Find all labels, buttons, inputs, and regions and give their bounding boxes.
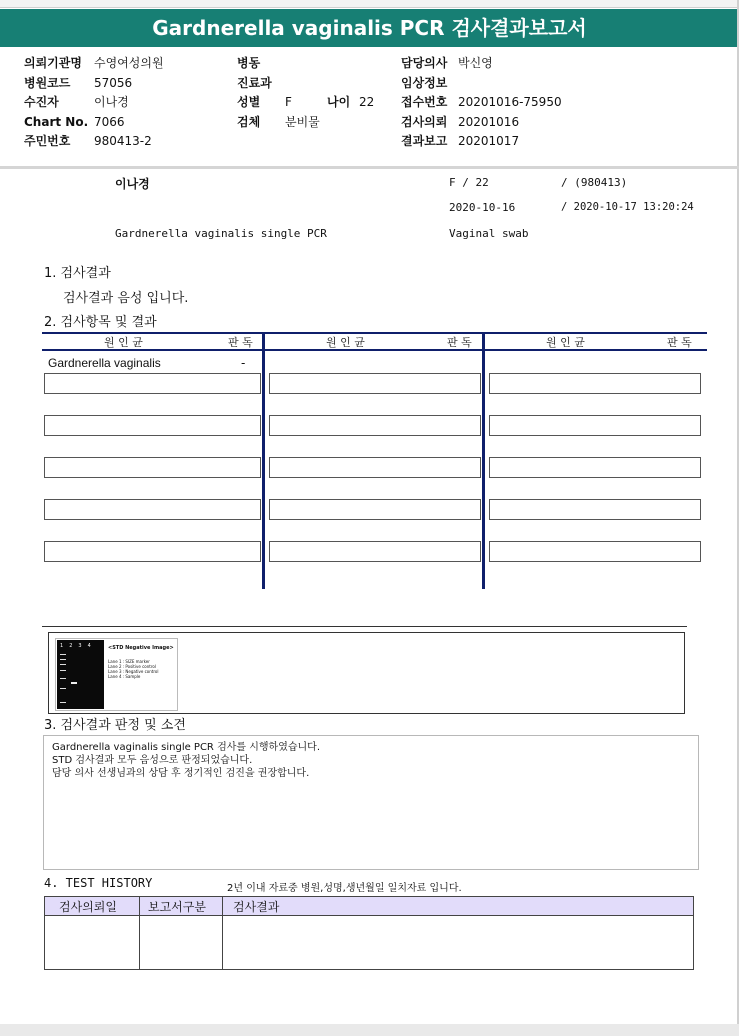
label-accession-no: 접수번호 [401, 95, 448, 109]
label-doctor: 담당의사 [401, 56, 448, 70]
summary-name: 이나경 [115, 177, 150, 191]
summary-request-date: 2020-10-16 [449, 201, 516, 214]
col-header-pathogen-3: 원 인 균 [546, 336, 585, 349]
gel-band [60, 670, 66, 671]
gel-lane-numbers [60, 643, 97, 649]
label-department: 진료과 [237, 75, 272, 90]
value-patient: 이나경 [94, 95, 129, 109]
label-report-date: 결과보고 [401, 134, 448, 148]
opinion-line: 담당 의사 선생님과의 상담 후 정기적인 검진을 권장합니다. [52, 768, 310, 779]
gel-legend-line: Lane 2 : Positive control [108, 664, 156, 669]
label-institution: 의뢰기관명 [24, 56, 82, 70]
value-hospital-code: 57056 [94, 75, 133, 90]
gel-lane-1: 1 [60, 643, 70, 649]
history-col-request-date: 검사의뢰일 [45, 897, 140, 916]
gel-legend-title: <STD Negative Image> [108, 645, 174, 651]
label-sex: 성별 [237, 95, 261, 109]
empty-result-cell [44, 373, 261, 394]
empty-result-cell [44, 457, 261, 478]
empty-result-cell [269, 373, 481, 394]
value-report-date: 20201017 [458, 134, 520, 148]
value-specimen: 분비물 [285, 114, 320, 129]
empty-result-cell [269, 457, 481, 478]
empty-result-cell [489, 457, 701, 478]
history-cell [223, 916, 694, 970]
history-cell [45, 916, 140, 970]
empty-result-cell [44, 541, 261, 562]
footer-strip [0, 1024, 739, 1036]
window-top-strip [0, 0, 739, 8]
section1-heading: 1. 검사결과 [44, 266, 111, 281]
empty-result-cell [489, 415, 701, 436]
empty-result-cell [44, 415, 261, 436]
empty-result-cell [44, 499, 261, 520]
summary-birth: / (980413) [561, 176, 628, 189]
gel-legend [108, 659, 158, 679]
history-col-report-type: 보고서구분 [140, 897, 223, 916]
value-request-date: 20201016 [458, 114, 520, 129]
empty-result-cell [269, 499, 481, 520]
history-cell [140, 916, 223, 970]
test-history-table [44, 896, 694, 970]
section4-note: 2년 이내 자료중 병원,성명,생년월일 일치자료 입니다. [227, 883, 462, 894]
value-sex: F [285, 95, 292, 109]
results-table-divider-2 [482, 334, 485, 589]
label-hospital-code: 병원코드 [24, 75, 71, 90]
gel-band [60, 664, 66, 665]
gel-panel-top-rule [42, 626, 687, 627]
summary-sex-age: F / 22 [449, 176, 489, 189]
col-header-pathogen-2: 원 인 균 [326, 336, 365, 349]
pathogen-name: Gardnerella vaginalis [48, 356, 161, 370]
gel-legend-line: Lane 3 : Negative control [108, 669, 159, 674]
empty-result-cell [489, 499, 701, 520]
gel-lane-4: 4 [87, 643, 97, 649]
header-divider [0, 166, 739, 169]
col-header-result-1: 판 독 [228, 336, 253, 349]
gel-legend-line: Lane 4 : Sample [108, 674, 141, 679]
summary-report-datetime: / 2020-10-17 13:20:24 [561, 201, 694, 213]
gel-image [57, 640, 104, 709]
col-header-result-2: 판 독 [447, 336, 472, 349]
opinion-box [43, 735, 699, 870]
gel-legend-line: Lane 1 : SIZE marker [108, 659, 150, 664]
gel-band [60, 654, 66, 655]
history-col-result: 검사결과 [223, 897, 694, 916]
label-chart-no: Chart No. [24, 114, 89, 129]
value-age: 22 [359, 95, 375, 109]
empty-result-cell [269, 415, 481, 436]
label-age: 나이 [327, 95, 351, 109]
label-resident-no: 주민번호 [24, 134, 71, 148]
gel-band [60, 702, 66, 703]
header-col-1 [24, 56, 164, 154]
empty-result-cell [489, 541, 701, 562]
value-accession-no: 20201016-75950 [458, 95, 562, 109]
value-resident-no: 980413-2 [94, 134, 152, 148]
value-chart-no: 7066 [94, 114, 125, 129]
header-col-2 [237, 56, 374, 134]
gel-band [60, 688, 66, 689]
report-title: Gardnerella vaginalis PCR 검사결과보고서 [0, 9, 739, 47]
gel-lane-3: 3 [78, 643, 88, 649]
opinion-line: Gardnerella vaginalis single PCR 검사를 시행하였습니다. [52, 742, 321, 753]
label-patient: 수진자 [24, 95, 59, 109]
results-table-divider-1 [262, 334, 265, 589]
gel-band-positive [71, 682, 77, 684]
pathogen-result: - [241, 356, 246, 370]
empty-result-cell [489, 373, 701, 394]
label-clinical-info: 임상정보 [401, 75, 448, 90]
gel-lane-2: 2 [69, 643, 79, 649]
section1-result-text: 검사결과 음성 입니다. [63, 291, 189, 306]
opinion-line: STD 검사결과 모두 음성으로 판정되었습니다. [52, 755, 253, 766]
value-institution: 수영여성의원 [94, 56, 164, 70]
col-header-pathogen-1: 원 인 균 [104, 336, 143, 349]
summary-test-name: Gardnerella vaginalis single PCR [115, 227, 327, 240]
summary-specimen: Vaginal swab [449, 227, 529, 240]
gel-band [60, 659, 66, 660]
section3-heading: 3. 검사결과 판정 및 소견 [44, 718, 186, 733]
gel-image-thumbnail [55, 638, 178, 711]
value-doctor: 박신영 [458, 56, 493, 70]
section2-heading: 2. 검사항목 및 결과 [44, 315, 157, 330]
col-header-result-3: 판 독 [667, 336, 692, 349]
label-specimen: 검체 [237, 114, 261, 129]
gel-band [60, 678, 66, 679]
section4-heading: 4. TEST HISTORY [44, 876, 153, 890]
label-request-date: 검사의뢰 [401, 114, 448, 129]
header-col-3 [401, 56, 562, 154]
label-ward: 병동 [237, 56, 261, 70]
empty-result-cell [269, 541, 481, 562]
